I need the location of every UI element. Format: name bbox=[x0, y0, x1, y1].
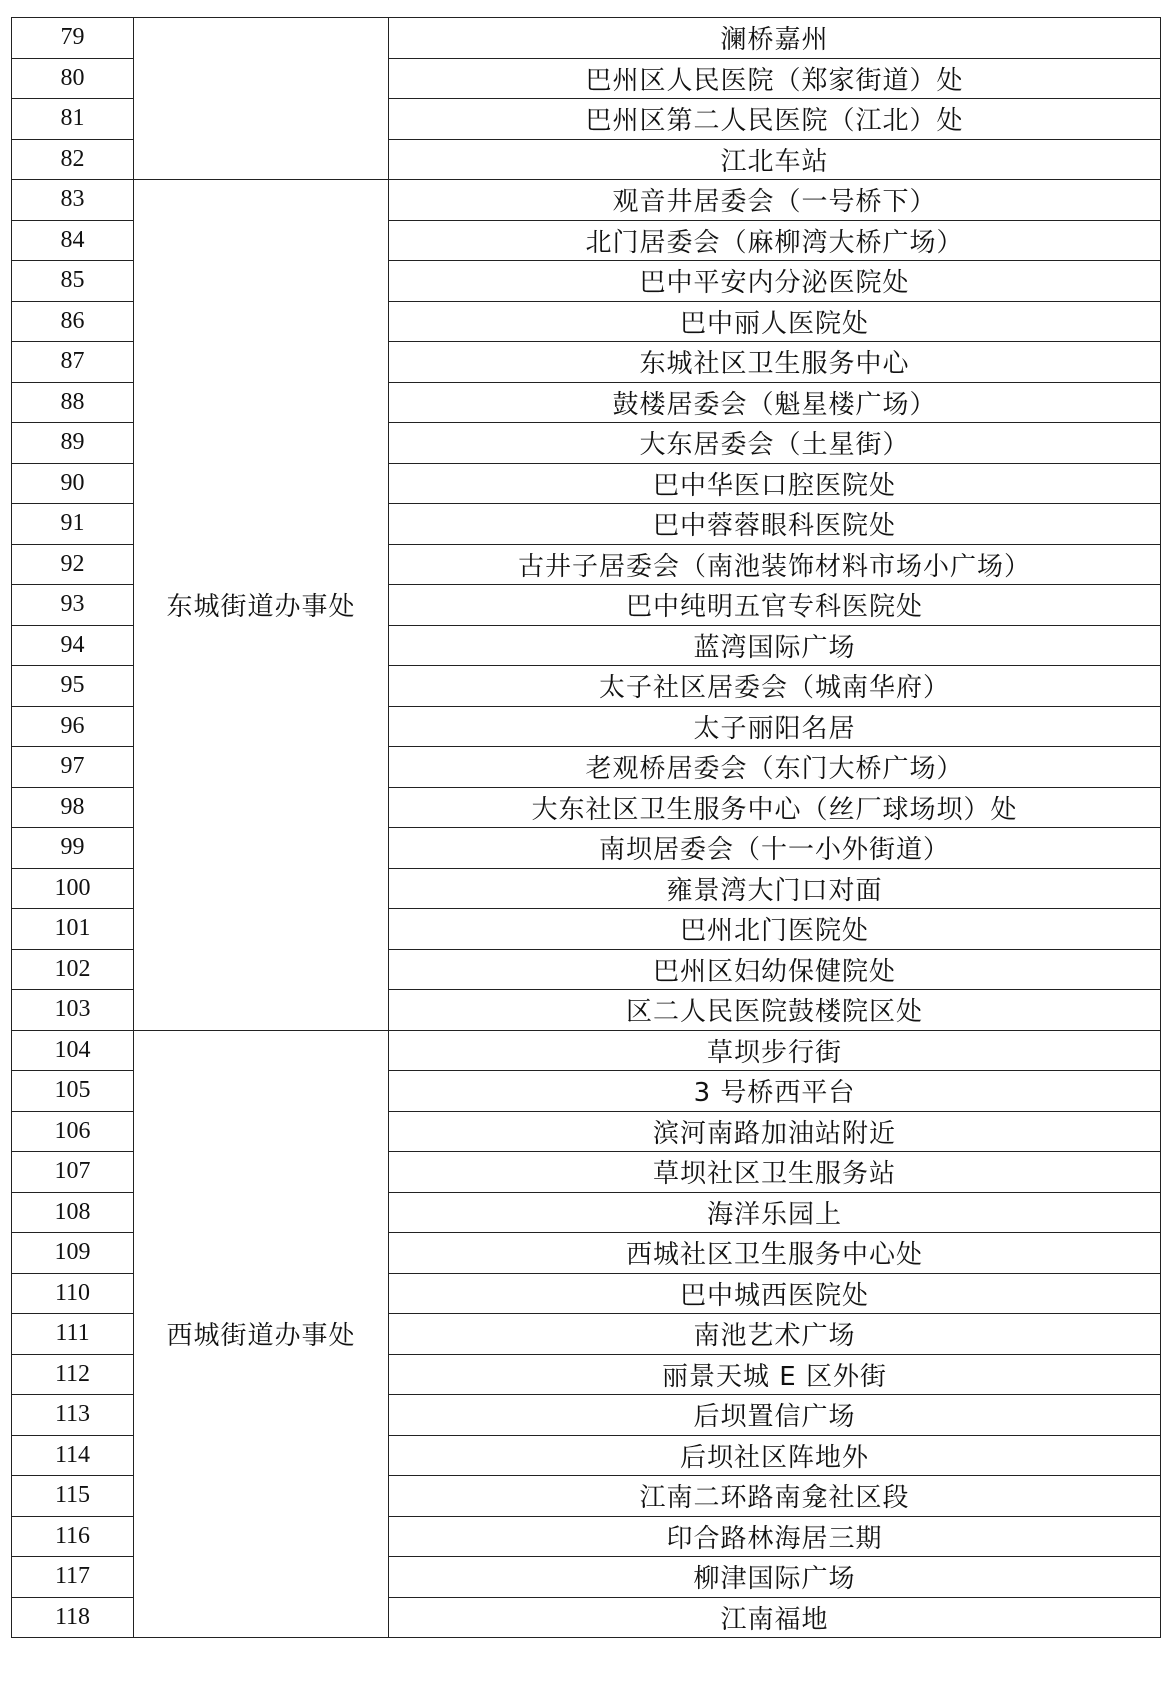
location-cell: 北门居委会（麻柳湾大桥广场） bbox=[389, 220, 1161, 261]
location-cell: 西城社区卫生服务中心处 bbox=[389, 1233, 1161, 1274]
office-cell bbox=[134, 18, 389, 180]
table-row bbox=[12, 180, 1161, 221]
location-cell: 鼓楼居委会（魁星楼广场） bbox=[389, 382, 1161, 423]
location-cell: 东城社区卫生服务中心 bbox=[389, 342, 1161, 383]
location-cell: 大东社区卫生服务中心（丝厂球场坝）处 bbox=[389, 787, 1161, 828]
location-cell: 江北车站 bbox=[389, 139, 1161, 180]
row-number-cell: 102 bbox=[12, 949, 134, 990]
location-cell: 巴州区人民医院（郑家街道）处 bbox=[389, 58, 1161, 99]
location-cell: 印合路林海居三期 bbox=[389, 1516, 1161, 1557]
location-cell: 巴中华医口腔医院处 bbox=[389, 463, 1161, 504]
location-cell: 观音井居委会（一号桥下） bbox=[389, 180, 1161, 221]
row-number-cell: 93 bbox=[12, 585, 134, 626]
row-number-cell: 109 bbox=[12, 1233, 134, 1274]
location-cell: 南池艺术广场 bbox=[389, 1314, 1161, 1355]
location-cell: 后坝社区阵地外 bbox=[389, 1435, 1161, 1476]
location-cell: 老观桥居委会（东门大桥广场） bbox=[389, 747, 1161, 788]
location-cell: 丽景天城 E 区外街 bbox=[389, 1354, 1161, 1395]
row-number-cell: 82 bbox=[12, 139, 134, 180]
location-cell: 江南福地 bbox=[389, 1597, 1161, 1638]
row-number-cell: 89 bbox=[12, 423, 134, 464]
row-number-cell: 96 bbox=[12, 706, 134, 747]
location-cell: 巴中平安内分泌医院处 bbox=[389, 261, 1161, 302]
location-cell: 巴中丽人医院处 bbox=[389, 301, 1161, 342]
row-number-cell: 81 bbox=[12, 99, 134, 140]
location-cell: 澜桥嘉州 bbox=[389, 18, 1161, 59]
location-cell: 柳津国际广场 bbox=[389, 1557, 1161, 1598]
row-number-cell: 118 bbox=[12, 1597, 134, 1638]
location-cell: 古井子居委会（南池装饰材料市场小广场） bbox=[389, 544, 1161, 585]
row-number-cell: 108 bbox=[12, 1192, 134, 1233]
location-cell: 江南二环路南龛社区段 bbox=[389, 1476, 1161, 1517]
row-number-cell: 94 bbox=[12, 625, 134, 666]
location-table-page bbox=[11, 17, 1160, 1681]
row-number-cell: 116 bbox=[12, 1516, 134, 1557]
row-number-cell: 92 bbox=[12, 544, 134, 585]
location-cell: 巴中城西医院处 bbox=[389, 1273, 1161, 1314]
row-number-cell: 103 bbox=[12, 990, 134, 1031]
location-cell: 巴州北门医院处 bbox=[389, 909, 1161, 950]
location-cell: 草坝步行街 bbox=[389, 1030, 1161, 1071]
row-number-cell: 115 bbox=[12, 1476, 134, 1517]
location-cell: 太子丽阳名居 bbox=[389, 706, 1161, 747]
table-row bbox=[12, 1030, 1161, 1071]
table-body bbox=[12, 18, 1161, 1638]
location-table bbox=[11, 17, 1161, 1638]
row-number-cell: 98 bbox=[12, 787, 134, 828]
location-cell: 滨河南路加油站附近 bbox=[389, 1111, 1161, 1152]
row-number-cell: 91 bbox=[12, 504, 134, 545]
row-number-cell: 105 bbox=[12, 1071, 134, 1112]
location-cell: 巴中纯明五官专科医院处 bbox=[389, 585, 1161, 626]
location-cell: 后坝置信广场 bbox=[389, 1395, 1161, 1436]
row-number-cell: 114 bbox=[12, 1435, 134, 1476]
row-number-cell: 95 bbox=[12, 666, 134, 707]
location-cell: 海洋乐园上 bbox=[389, 1192, 1161, 1233]
row-number-cell: 80 bbox=[12, 58, 134, 99]
location-cell: 南坝居委会（十一小外街道） bbox=[389, 828, 1161, 869]
row-number-cell: 97 bbox=[12, 747, 134, 788]
row-number-cell: 104 bbox=[12, 1030, 134, 1071]
location-cell: 太子社区居委会（城南华府） bbox=[389, 666, 1161, 707]
row-number-cell: 100 bbox=[12, 868, 134, 909]
office-cell: 西城街道办事处 bbox=[134, 1030, 389, 1638]
location-cell: 3 号桥西平台 bbox=[389, 1071, 1161, 1112]
row-number-cell: 101 bbox=[12, 909, 134, 950]
location-cell: 巴州区第二人民医院（江北）处 bbox=[389, 99, 1161, 140]
row-number-cell: 107 bbox=[12, 1152, 134, 1193]
row-number-cell: 83 bbox=[12, 180, 134, 221]
location-cell: 雍景湾大门口对面 bbox=[389, 868, 1161, 909]
row-number-cell: 86 bbox=[12, 301, 134, 342]
row-number-cell: 110 bbox=[12, 1273, 134, 1314]
location-cell: 巴中蓉蓉眼科医院处 bbox=[389, 504, 1161, 545]
row-number-cell: 79 bbox=[12, 18, 134, 59]
location-cell: 蓝湾国际广场 bbox=[389, 625, 1161, 666]
row-number-cell: 112 bbox=[12, 1354, 134, 1395]
location-cell: 区二人民医院鼓楼院区处 bbox=[389, 990, 1161, 1031]
row-number-cell: 106 bbox=[12, 1111, 134, 1152]
row-number-cell: 113 bbox=[12, 1395, 134, 1436]
office-cell: 东城街道办事处 bbox=[134, 180, 389, 1031]
location-cell: 草坝社区卫生服务站 bbox=[389, 1152, 1161, 1193]
row-number-cell: 90 bbox=[12, 463, 134, 504]
row-number-cell: 87 bbox=[12, 342, 134, 383]
table-row bbox=[12, 18, 1161, 59]
row-number-cell: 111 bbox=[12, 1314, 134, 1355]
location-cell: 巴州区妇幼保健院处 bbox=[389, 949, 1161, 990]
row-number-cell: 117 bbox=[12, 1557, 134, 1598]
row-number-cell: 85 bbox=[12, 261, 134, 302]
row-number-cell: 88 bbox=[12, 382, 134, 423]
row-number-cell: 84 bbox=[12, 220, 134, 261]
location-cell: 大东居委会（土星街） bbox=[389, 423, 1161, 464]
row-number-cell: 99 bbox=[12, 828, 134, 869]
